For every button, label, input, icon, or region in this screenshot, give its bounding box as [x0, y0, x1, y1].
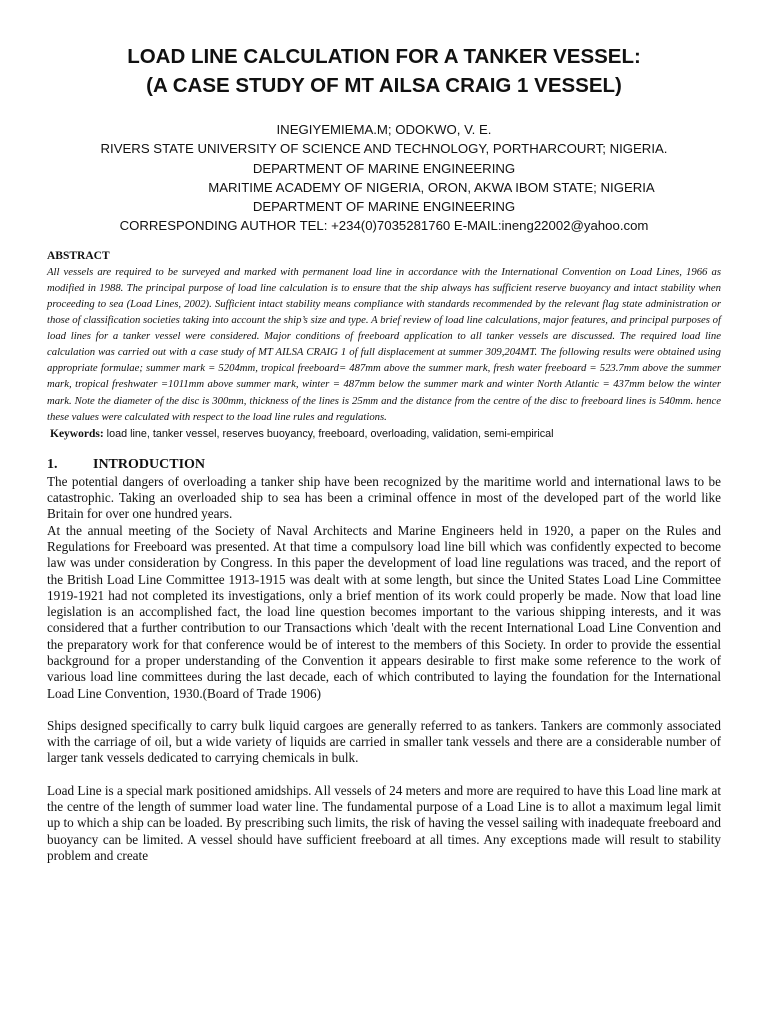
keywords-label: Keywords:	[50, 427, 104, 440]
section-number: 1.	[47, 456, 58, 472]
section-title: INTRODUCTION	[93, 456, 206, 472]
abstract-text: All vessels are required to be surveyed and marked with permanent load line in accordance with the International Convention on Load Lines, 1966 as modified in 1988. The principal purpose of load line calculation is to ensure that the ship always has sufficient reserve buoyancy and intact stability when proceeding to sea (Load Lines, 2002). Sufficient intact stability means compliance with standards recommended by the relevant flag state administration or those of classification societies taking into account the ship’s size and type. A brief review of load line calculations, major features, and principal purposes of load lines for a tanker vessel were considered. Major conditions of freeboard application to all tanker vessels are discussed. The required load line calculation was carried out with a case study of MT AILSA CRAIG 1 of full displacement at summer 309,204MT. The following results were obtained using appropriate formulae; summer mark = 5204mm, tropical freeboard= 487mm above the summer mark, fresh water freeboard = 523.7mm above the summer mark, tropical freshwater =1011mm above summer mark, winter = 487mm below the summer mark and winter North Atlantic = 437mm below the winter mark. Note the diameter of the disc is 300mm, thickness of the lines is 25mm and the distance from the centre of the disc to freeboard lines is 540mm. hence these values were calculated with respect to the load line rules and regulations.	[47, 265, 721, 423]
body-paragraph-4: Load Line is a special mark positioned amidships. All vessels of 24 meters and more are required to have this Load line mark at the centre of the length of summer load water line. The fundamental purpose of a Load Line is to allot a maximum legal limit up to which a ship can be loaded. By prescribing such limits, the risk of having the vessel sailing with inadequate freeboard and buoyancy can be limited. A vessel should have sufficient freeboard at all times. Any exceptions made will result to stability problem and create	[47, 782, 721, 863]
section-heading	[47, 456, 721, 474]
author-names: INEGIYEMIEMA.M; ODOKWO, V. E.	[276, 122, 492, 137]
corresponding-author: CORRESPONDING AUTHOR TEL: +234(0)7035281760 E-MAIL:ineng22002@yahoo.com	[119, 218, 649, 234]
affiliation-3: MARITIME ACADEMY OF NIGERIA, ORON, AKWA IBOM STATE; NIGERIA	[208, 179, 655, 195]
affiliation-1: RIVERS STATE UNIVERSITY OF SCIENCE AND TECHNOLOGY, PORTHARCOURT; NIGERIA.	[100, 141, 668, 157]
title-line-2: (A CASE STUDY OF MT AILSA CRAIG 1 VESSEL)	[146, 74, 622, 97]
keywords	[47, 426, 721, 442]
keywords-text: load line, tanker vessel, reserves buoyancy, freeboard, overloading, validation, semi-empirical	[106, 427, 554, 440]
affiliation-4: DEPARTMENT OF MARINE ENGINEERING	[252, 199, 516, 215]
paper-title	[47, 0, 721, 100]
body-paragraph-1: The potential dangers of overloading a tanker ship have been recognized by the maritime world and international laws to be catastrophic. Taking an overloaded ship to sea has been a criminal offence in most of the developed part of the world like Britain for over one hundred years.	[47, 473, 721, 522]
abstract-heading: ABSTRACT	[47, 249, 110, 262]
paper-page	[47, 0, 721, 864]
body-paragraph-2: At the annual meeting of the Society of Naval Architects and Marine Engineers held in 1920, a paper on the Rules and Regulations for Freeboard was presented. At that time a compulsory load line bill which was confidently expected to become law was under consideration by Congress. In this paper the development of load line regulations was traced, and the report of the British Load Line Committee 1913-1915 was dealt with at some length, but since the United States Load Line Committee 1919-1921 had not completed its investigations, only a brief mention of its work could properly be made. Now that load line legislation is an accomplished fact, the load line question becomes important to the various shipping interests, and it was considered that a further contribution to our Transactions which 'dealt with the recent International Load Line Convention and the preparatory work for that conference would be of interest to the members of this Society. In order to provide the essential background for a proper understanding of the Convention it appears desirable to first make some reference to the work of various load line committees during the last decade, each of which contributed to laying the foundation for the International Load Line Convention, 1930.(Board of Trade 1906)	[47, 522, 721, 701]
title-line-1: LOAD LINE CALCULATION FOR A TANKER VESSEL:	[127, 45, 641, 68]
author-block	[47, 120, 721, 236]
affiliation-2: DEPARTMENT OF MARINE ENGINEERING	[252, 160, 516, 176]
body-paragraph-3: Ships designed specifically to carry bulk liquid cargoes are generally referred to as tankers. Tankers are commonly associated with the carriage of oil, but a wide variety of liquids are carried in smaller tank vessels and there are a considerable number of larger tank vessels dedicated to carrying chemicals in bulk.	[47, 717, 721, 766]
